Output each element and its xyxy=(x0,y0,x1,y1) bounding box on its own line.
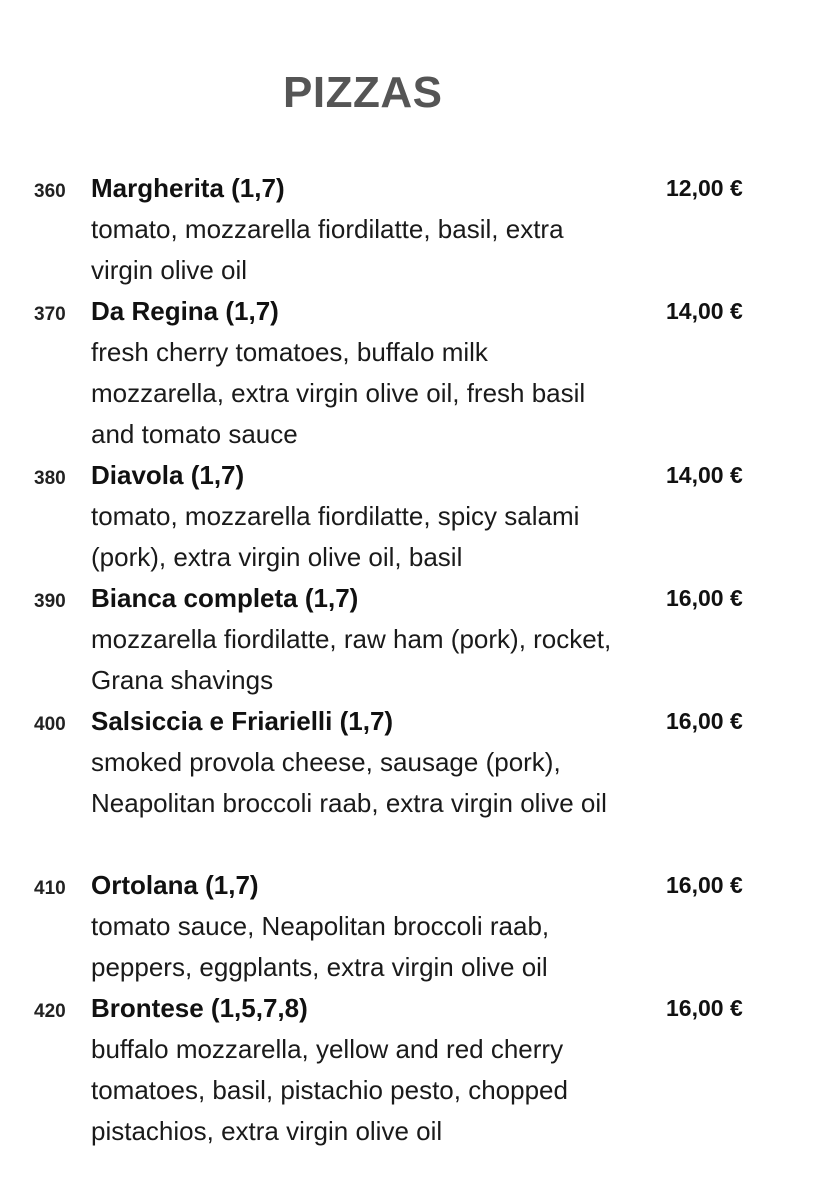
item-price: 12,00 € xyxy=(666,175,743,201)
item-name: Brontese (1,5,7,8) xyxy=(91,993,308,1023)
item-name: Da Regina (1,7) xyxy=(91,296,279,326)
menu-item xyxy=(0,455,836,578)
item-price: 16,00 € xyxy=(666,708,743,734)
item-number: 410 xyxy=(34,878,66,899)
pizza-list xyxy=(0,168,836,1152)
item-description: tomato sauce, Neapolitan broccoli raab, peppers, eggplants, extra virgin olive oil xyxy=(91,911,550,982)
item-name: Margherita (1,7) xyxy=(91,173,285,203)
item-name: Bianca completa (1,7) xyxy=(91,583,359,613)
page-title: PIZZAS xyxy=(283,68,443,117)
item-description: tomato, mozzarella fiordilatte, basil, extra virgin olive oil xyxy=(91,214,564,285)
menu-item xyxy=(0,291,836,455)
item-price: 14,00 € xyxy=(666,298,743,324)
item-price: 16,00 € xyxy=(666,872,743,898)
item-price: 16,00 € xyxy=(666,995,743,1021)
item-number: 390 xyxy=(34,591,66,612)
item-number: 370 xyxy=(34,304,66,325)
menu-item xyxy=(0,578,836,701)
item-description: fresh cherry tomatoes, buffalo milk mozzarella, extra virgin olive oil, fresh basil and tomato sauce xyxy=(91,337,586,449)
menu-item xyxy=(0,988,836,1152)
item-name: Salsiccia e Friarielli (1,7) xyxy=(91,706,394,736)
item-description: mozzarella fiordilatte, raw ham (pork), rocket, Grana shavings xyxy=(91,624,612,695)
item-number: 400 xyxy=(34,714,66,735)
menu-item xyxy=(0,865,836,988)
item-price: 16,00 € xyxy=(666,585,743,611)
item-number: 380 xyxy=(34,468,66,489)
menu-item xyxy=(0,168,836,291)
item-name: Diavola (1,7) xyxy=(91,460,245,490)
item-description: tomato, mozzarella fiordilatte, spicy salami (pork), extra virgin olive oil, basil xyxy=(91,501,580,572)
item-description: buffalo mozzarella, yellow and red cherry tomatoes, basil, pistachio pesto, chopped pistachios, extra virgin olive oil xyxy=(91,1034,568,1146)
item-name: Ortolana (1,7) xyxy=(91,870,259,900)
menu-item xyxy=(0,701,836,865)
item-description: smoked provola cheese, sausage (pork), Neapolitan broccoli raab, extra virgin olive oil xyxy=(91,747,607,818)
item-number: 420 xyxy=(34,1001,66,1022)
item-price: 14,00 € xyxy=(666,462,743,488)
item-number: 360 xyxy=(34,181,66,202)
